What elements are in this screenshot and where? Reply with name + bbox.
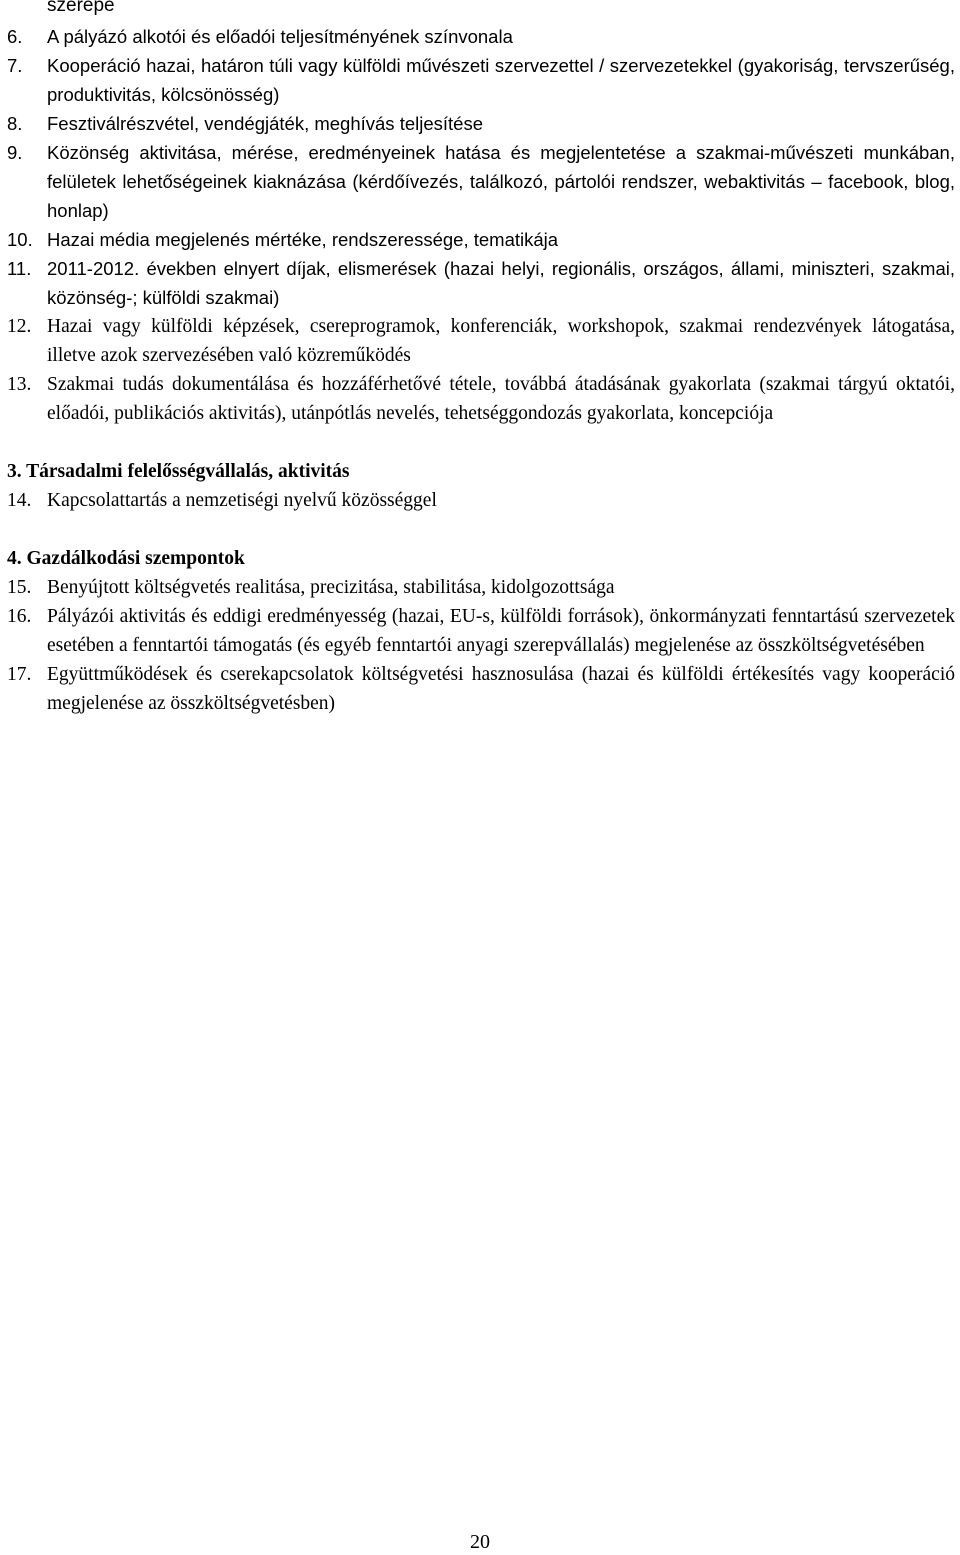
item-text: Együttműködések és cserekapcsolatok költségvetési hasznosulása (hazai és külföldi értékesítés vagy kooperáció megjelenése az összköltségvetésben): [47, 664, 955, 714]
item-text: A pályázó alkotói és előadói teljesítményének színvonala: [47, 26, 513, 47]
item-text: Kapcsolattartás a nemzetiségi nyelvű közösséggel: [47, 490, 437, 511]
item-number: 11.: [7, 258, 32, 279]
list-item: [7, 138, 955, 225]
item-number: 10.: [7, 229, 33, 250]
list-item: [7, 225, 955, 254]
item-text: Pályázói aktivitás és eddigi eredményesség (hazai, EU-s, külföldi források), önkormányzati fenntartású szervezetek esetében a fenntartói támogatás (és egyéb fenntartói anyagi szerepvállalás) megjelenése az összköltségvetésében: [47, 606, 955, 656]
item-number: 17.: [7, 664, 32, 685]
item-number: 14.: [7, 490, 32, 511]
item-number: 13.: [7, 374, 32, 395]
section-spacer: [7, 515, 955, 544]
section-heading-4: 4. Gazdálkodási szempontok: [7, 548, 245, 569]
item-text: Benyújtott költségvetés realitása, precizitása, stabilitása, kidolgozottsága: [47, 577, 615, 598]
item-number: 16.: [7, 606, 32, 627]
item-text: Szakmai tudás dokumentálása és hozzáférhetővé tétele, továbbá átadásának gyakorlata (szakmai tárgyú oktatói, előadói, publikációs aktivitás), utánpótlás nevelés, tehetséggondozás gyakorlata, koncepciója: [47, 374, 955, 424]
item-number: 8.: [7, 113, 23, 134]
page-number: 20: [470, 1531, 490, 1553]
section-spacer: [7, 428, 955, 457]
section-heading-3: 3. Társadalmi felelősségvállalás, aktivitás: [7, 461, 350, 482]
item-number: 12.: [7, 316, 32, 337]
item-number: 7.: [7, 55, 23, 76]
continued-text: szerepe: [47, 0, 115, 16]
item-number: 9.: [7, 142, 23, 163]
item-number: 15.: [7, 577, 32, 598]
list-item: [7, 254, 955, 312]
item-text: Hazai vagy külföldi képzések, csereprogramok, konferenciák, workshopok, szakmai rendezvények látogatása, illetve azok szervezésében való közreműködés: [47, 316, 955, 366]
list-item: [7, 602, 955, 660]
list-item: [7, 486, 955, 515]
item-text: 2011-2012. években elnyert díjak, elismerések (hazai helyi, regionális, országos, állami, miniszteri, szakmai, közönség-; külföldi szakmai): [47, 258, 955, 308]
list-item: [7, 22, 955, 51]
list-item: [7, 312, 955, 370]
list-item: [7, 370, 955, 428]
item-text: Fesztiválrészvétel, vendégjáték, meghívás teljesítése: [47, 113, 483, 134]
list-item: [7, 573, 955, 602]
item-text: Kooperáció hazai, határon túli vagy külföldi művészeti szervezettel / szervezetekkel (gyakoriság, tervszerűség, produktivitás, kölcsönösség): [47, 55, 955, 105]
item-text: Hazai média megjelenés mértéke, rendszeressége, tematikája: [47, 229, 559, 250]
list-item: [7, 51, 955, 109]
item-number: 6.: [7, 26, 23, 47]
list-item: [7, 660, 955, 718]
criteria-list: [7, 22, 955, 718]
item-text: Közönség aktivitása, mérése, eredményeinek hatása és megjelentetése a szakmai-művészeti munkában, felületek lehetőségeinek kiaknázása (kérdőívezés, találkozó, pártolói rendszer, webaktivitás – facebook, blog, honlap): [47, 142, 955, 221]
list-item: [7, 109, 955, 138]
